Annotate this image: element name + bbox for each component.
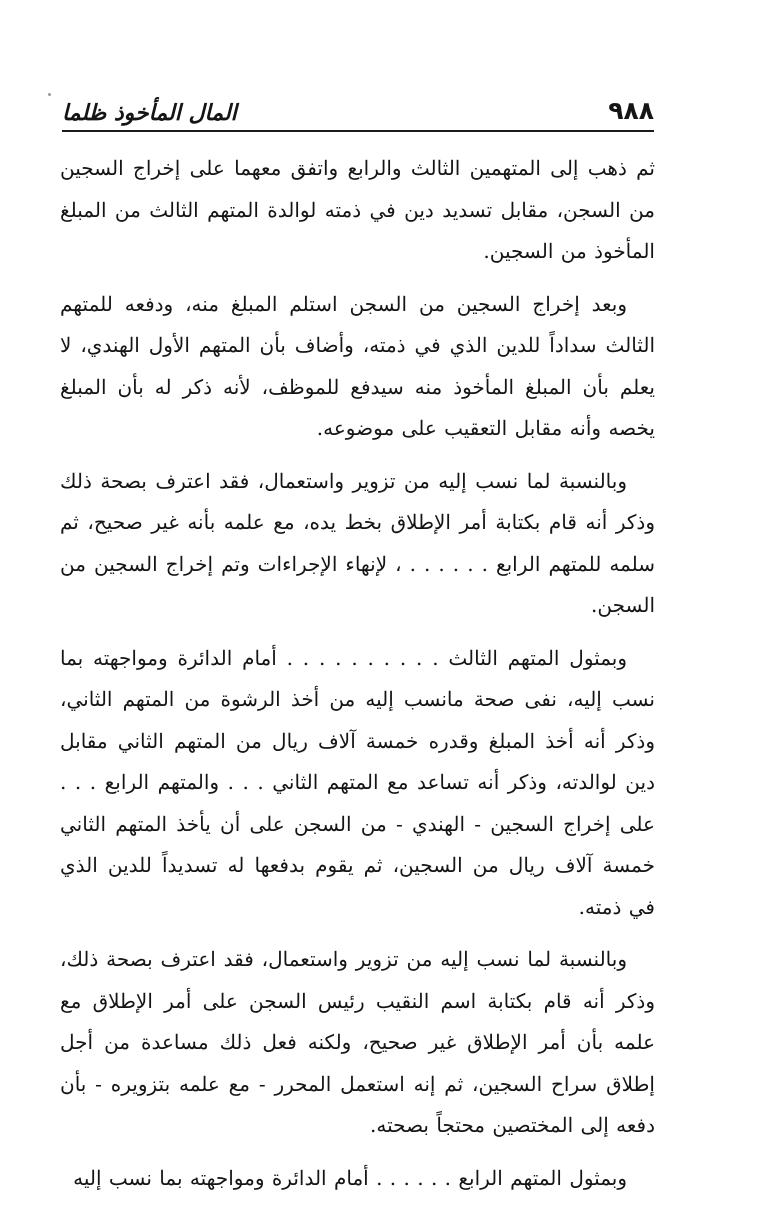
- paragraph: ثم ذهب إلى المتهمين الثالث والرابع واتفق معهما على إخراج السجين من السجن، مقابل تسديد دين في ذمته لوالدة المتهم الثالث من المبلغ المأخوذ من السجين.: [60, 156, 655, 263]
- paragraph: وبعد إخراج السجين من السجن استلم المبلغ منه، ودفعه للمتهم الثالث سداداً للدين الذي في ذمته، وأضاف بأن المتهم الأول الهندي، لا يعلم بأن المبلغ المأخوذ منه سيدفع للموظف، لأنه ذكر له بأن المبلغ يخصه وأنه مقابل التعقيب على موضوعه.: [60, 291, 655, 440]
- running-title: المال المأخوذ ظلما: [62, 100, 237, 126]
- paragraph: وبالنسبة لما نسب إليه من تزوير واستعمال، فقد اعترف بصحة ذلك، وذكر أنه قام بكتابة اسم النقيب رئيس السجن على أمر الإطلاق مع علمه بأن أمر الإطلاق غير صحيح، ولكنه فعل ذلك مساعدة من أجل إطلاق سراح السجين، ثم إنه استعمل المحرر - مع علمه بتزويره - بأن دفعه إلى المختصين محتجاً بصحته.: [60, 947, 656, 1137]
- paragraph: وبالنسبة لما نسب إليه من تزوير واستعمال، فقد اعترف بصحة ذلك وذكر أنه قام بكتابة أمر الإطلاق بخط يده، مع علمه بأنه غير صحيح، ثم سلمه للمتهم الرابع . . . . . . ، لإنهاء الإجراءات وتم إخراج السجين من السجن.: [60, 468, 655, 617]
- page-number: ٩٨٨: [608, 96, 654, 125]
- paragraph: وبمثول المتهم الرابع . . . . . . أمام الدائرة ومواجهته بما نسب إليه: [73, 1165, 627, 1190]
- scan-speck: [48, 93, 51, 96]
- page-header: [62, 98, 654, 132]
- paragraph: وبمثول المتهم الثالث . . . . . . . . . . أمام الدائرة ومواجهته بما نسب إليه، نفى صحة مانسب إليه من أخذ الرشوة من المتهم الثاني، وذكر أنه أخذ المبلغ وقدره خمسة آلاف ريال من المتهم الثاني مقابل دين لوالدته، وذكر أنه تساعد مع المتهم الثاني . . . والمتهم الرابع . . . على إخراج السجين - الهندي - من السجن على أن يأخذ المتهم الثاني خمسة آلاف ريال من السجين، ثم يقوم بدفعها له تسديداً للدين الذي في ذمته.: [60, 645, 655, 919]
- body-text: [60, 148, 655, 1210]
